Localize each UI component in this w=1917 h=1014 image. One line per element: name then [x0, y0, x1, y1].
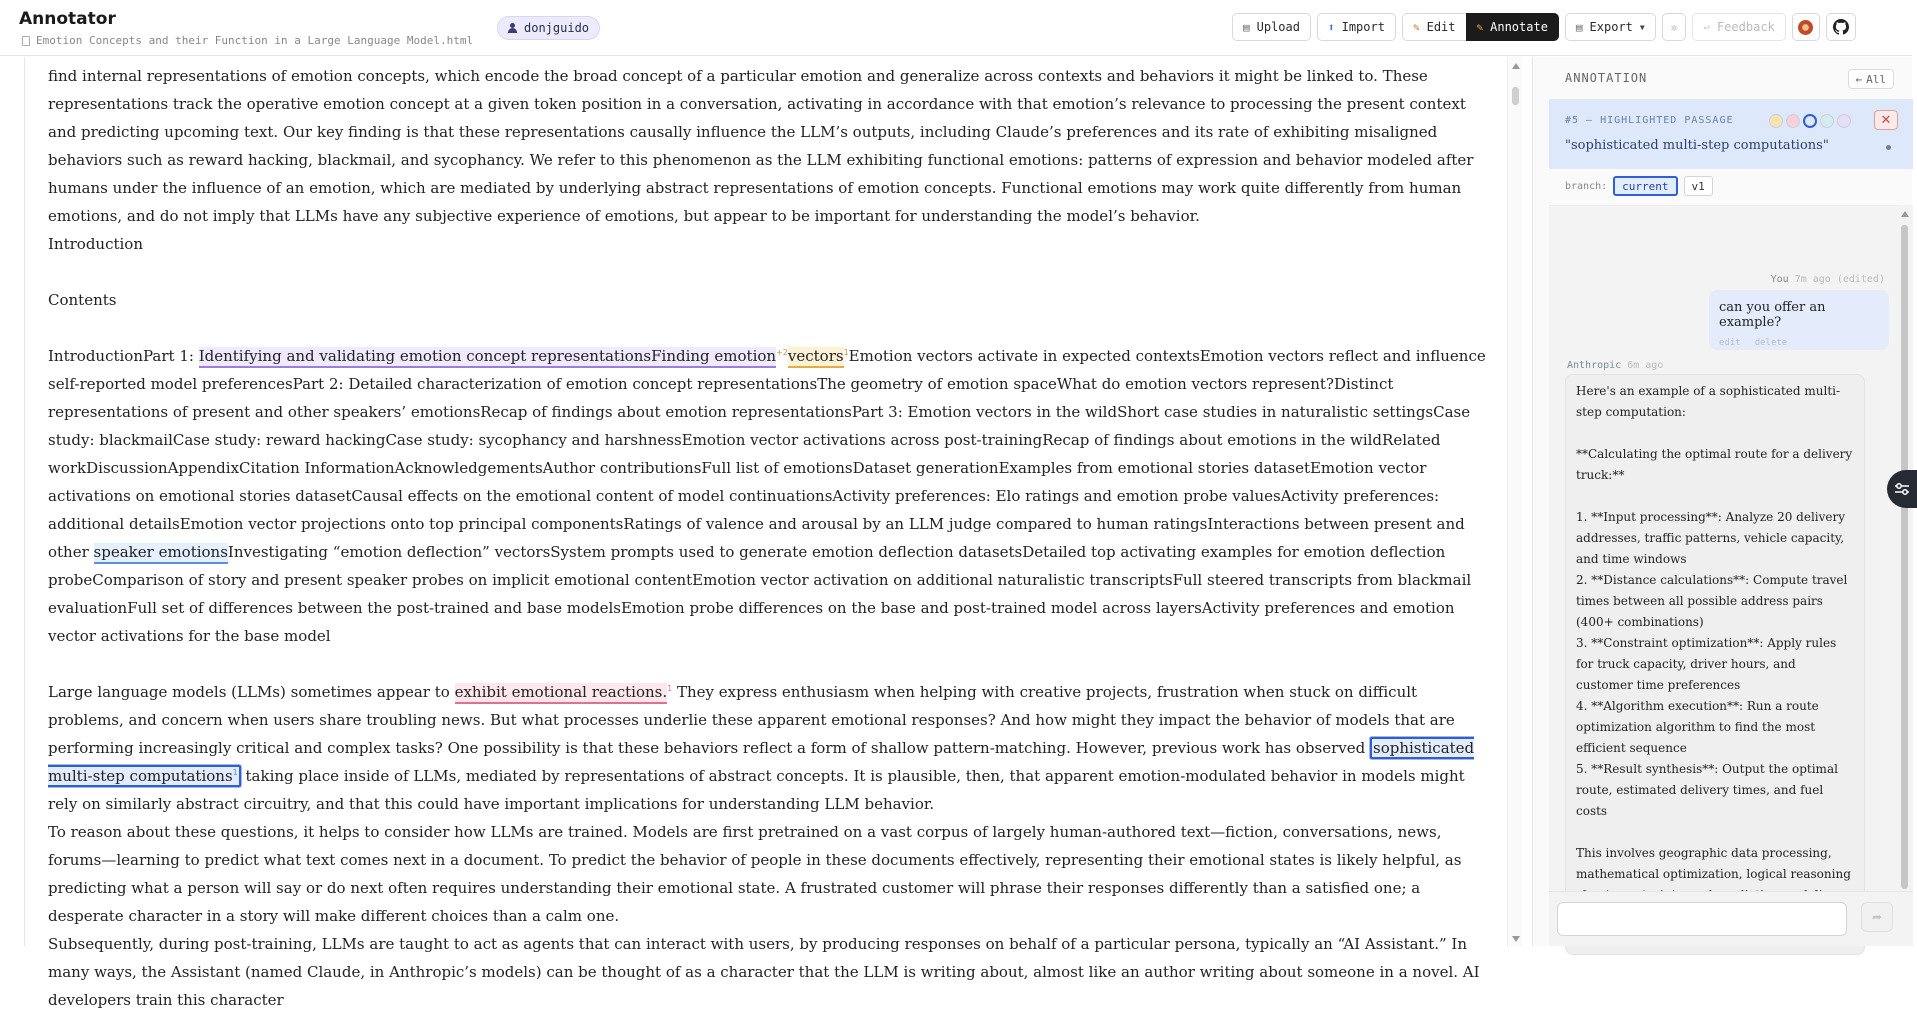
- annotation-marker[interactable]: 1: [667, 684, 673, 693]
- app-title: Annotator: [19, 9, 116, 29]
- highlighter-icon: ✎: [1476, 20, 1484, 34]
- user-message-meta: You 7m ago (edited): [1770, 274, 1885, 285]
- delete-annotation-button[interactable]: [1874, 110, 1898, 130]
- edit-mode-button[interactable]: ✎ Edit: [1402, 13, 1466, 41]
- thread-scrollbar[interactable]: [1897, 205, 1913, 935]
- swatch-yellow[interactable]: [1769, 114, 1783, 128]
- annotate-mode-button[interactable]: ✎ Annotate: [1466, 13, 1559, 41]
- thread-scroll-thumb[interactable]: [1901, 225, 1908, 889]
- export-icon: ▤: [1575, 20, 1583, 34]
- color-swatches: [1769, 114, 1851, 128]
- training-paragraph: To reason about these questions, it helps to consider how LLMs are trained. Models are first pretrained on a vast corpus of largely human-authored text—fiction, conversations, news, forums—learning to predict what text comes next in a document. To predict the behavior of people in these documents effectively, representing their emotional states is likely helpful, as predicting what a person will say or do next often requires understanding their emotional state. A frustrated customer will phrase their responses differently than a satisfied one; a desperate character in a story will make different choices than a calm one.: [48, 823, 1462, 925]
- branch-selector: [1565, 176, 1713, 196]
- document-view[interactable]: [24, 57, 1507, 1009]
- edit-message-button[interactable]: edit: [1719, 338, 1741, 348]
- file-name: [22, 34, 473, 47]
- heading-introduction: Introduction: [48, 235, 143, 253]
- all-annotations-button[interactable]: ← All: [1848, 69, 1895, 89]
- swatch-blue-selected[interactable]: [1803, 114, 1817, 128]
- user-chip[interactable]: [497, 16, 600, 40]
- annotation-marker[interactable]: 1: [232, 768, 238, 777]
- table-of-contents: IntroductionPart 1: Identifying and validating emotion concept representationsFinding emotion$^{+2}$vectors$^1$Emotion vectors activate in expected contextsEmotion vectors reflect and influence self-reported model preferencesPart 2: Detailed characterization of emotion concept representationsThe geometry of emotion spaceWhat do emotion vectors represent?Distinct representations of present and other speakers’ emotionsRecap of findings about emotion representationsPart 3: Emotion vectors in the wildShort case studies in naturalistic settingsCase study: blackmailCase study: reward hackingCase study: sycophancy and harshnessEmotion vector activations across post-trainingRecap of findings about emotions in the wildRelated workDiscussionAppendixCitation InformationAcknowledgementsAuthor contributionsFull list of emotionsDataset generationExamples from emotional stories datasetEmotion vector activations on emotional stories datasetCausal effects on the emotional content of model continuationsActivity preferences: Elo ratings and emotion probe valuesActivity preferences: additional detailsEmotion vector projections onto top principal componentsRatings of valence and arousal by an LLM judge compared to human ratingsInteractions between present and other speaker emotionsInvestigating “emotion deflection” vectorsSystem prompts used to generate emotion deflection datasetsDetailed top activating examples for emotion deflection probeComparison of story and present speaker probes on implicit emotional contentEmotion vector activation on additional naturalistic transcriptsFull steered transcripts from blackmail evaluationFull set of differences between the post-trained and base modelsEmotion probe differences on the base and post-trained model across layersActivity preferences and emotion vector activations for the base model: [48, 347, 1486, 645]
- chat-thread[interactable]: [1549, 205, 1913, 935]
- highlight-emotion-concept[interactable]: Identifying and validating emotion concept representationsFinding emotion: [199, 347, 776, 368]
- branch-current[interactable]: current: [1613, 176, 1677, 196]
- toolbar: [1232, 13, 1856, 41]
- settings-button[interactable]: [1662, 13, 1687, 41]
- sliders-icon: [1894, 482, 1910, 496]
- post-training-paragraph: Subsequently, during post-training, LLMs are taught to act as agents that can interact with users, by producing responses on behalf of a particular persona, typically an “AI Assistant.” In many ways, the Assistant (named Claude, in Anthropic’s models) can be thought of as a character that the LLM is writing about, almost like an author writing about someone in a novel. AI developers train this character: [48, 935, 1480, 1009]
- highlight-selected-passage[interactable]: sophisticated multi-step computations$^1$: [48, 739, 1475, 785]
- avatar-icon: [1798, 20, 1813, 35]
- assistant-message: Here's an example of a sophisticated multi-step computation: **Calculating the optimal route for a delivery truck:** 1. **Input processing**: Analyze 20 delivery addresses, traffic patterns, vehicle capacity, and time windows 2. **Distance calculations**: Compute travel times between all possible address pairs (400+ combinations) 3. **Constraint optimization**: Apply rules for truck capacity, driver hours, and customer time preferences 4. **Algorithm execution**: Run a route optimization algorithm to find the most efficient sequence 5. **Result synthesis**: Output the optimal route, estimated delivery times, and fuel costs This involves geographic data processing, mathematical optimization, logical reasoning: [1565, 374, 1865, 955]
- highlight-vectors[interactable]: vectors: [788, 347, 844, 368]
- feedback-icon: ↩: [1703, 20, 1710, 34]
- pencil-icon: ✎: [1412, 20, 1420, 34]
- annotation-marker[interactable]: 1: [843, 348, 849, 357]
- swatch-pink[interactable]: [1786, 114, 1800, 128]
- panel-title: ANNOTATION: [1565, 71, 1648, 85]
- user-name: donjguido: [524, 21, 590, 35]
- panel-toggle-tab[interactable]: [1887, 470, 1917, 508]
- app-header: [0, 0, 1912, 56]
- user-message-text: can you offer an example?: [1719, 300, 1826, 330]
- highlighted-passage-card: [1549, 99, 1913, 169]
- passage-label: #5 — HIGHLIGHTED PASSAGE: [1565, 115, 1734, 126]
- github-icon: [1833, 19, 1849, 35]
- message-input[interactable]: [1557, 902, 1847, 936]
- send-icon: ➦: [1871, 910, 1883, 924]
- chevron-down-icon: ▼: [1639, 22, 1645, 32]
- scroll-up-icon[interactable]: [1512, 63, 1520, 69]
- upload-button[interactable]: ▤ Upload: [1232, 13, 1311, 41]
- github-button[interactable]: [1826, 13, 1856, 41]
- upload-icon: ▤: [1243, 20, 1250, 34]
- pin-icon[interactable]: [1886, 145, 1891, 150]
- abstract-paragraph: find internal representations of emotion concepts, which encode the broad concept of a particular emotion and generalize across contexts and behaviors it might be linked to. These representations track the operative emotion concept at a given token position in a conversation, activating in accordance with that emotion’s relevance to processing the present context and predicting upcoming text. Our key finding is that these representations causally influence the LLM’s outputs, including Claude’s preferences and its rate of exhibiting misaligned behaviors such as reward hacking, blackmail, and sycophancy. We refer to this phenomenon as the LLM exhibiting functional emotions: patterns of expression and behavior modeled after humans under the influence of an emotion, which are mediated by underlying abstract representations of emotion concepts. Functional emotions may work quite differently from human emotions, and do not imply that LLMs have any subjective experience of emotions, but appear to be important for understanding the model’s behavior.: [48, 67, 1474, 225]
- scroll-up-icon[interactable]: [1901, 211, 1909, 217]
- swatch-purple[interactable]: [1837, 114, 1851, 128]
- delete-message-button[interactable]: delete: [1754, 338, 1788, 348]
- document-content: [48, 62, 1488, 1014]
- gear-icon: ✲: [1670, 20, 1678, 34]
- assistant-message-meta: Anthropic 6m ago: [1567, 360, 1664, 371]
- heading-contents: Contents: [48, 291, 117, 309]
- user-message: [1709, 290, 1889, 350]
- mode-toggle: [1402, 13, 1559, 41]
- message-composer: [1549, 891, 1913, 946]
- close-icon: ✕: [1880, 112, 1892, 128]
- import-button[interactable]: ⬆ Import: [1317, 13, 1396, 41]
- intro-paragraph: Large language models (LLMs) sometimes appear to exhibit emotional reactions.$^1$ They express enthusiasm when helping with creative projects, frustration when stuck on difficult problems, and concern when users share troubling news. But what processes underlie these apparent emotional responses? And how might they impact the behavior of models that are performing increasingly critical and complex tasks? One possibility is that these behaviors reflect a form of shallow pattern-matching. However, previous work has observed sophisticated multi-step computations$^1$ taking place inside of LLMs, mediated by representations of abstract concepts. It is plausible, then, that apparent emotion-modulated behavior in models might rely on similarly abstract circuitry, and that this could have important implications for understanding LLM behavior.: [48, 683, 1475, 813]
- scroll-thumb[interactable]: [1512, 87, 1519, 105]
- scroll-down-icon[interactable]: [1512, 936, 1520, 942]
- avatar[interactable]: [1792, 13, 1820, 41]
- highlight-speaker-emotions[interactable]: speaker emotions: [94, 543, 228, 564]
- annotation-marker[interactable]: +2: [776, 348, 788, 357]
- send-button[interactable]: [1861, 902, 1893, 932]
- swatch-teal[interactable]: [1820, 114, 1834, 128]
- export-button[interactable]: ▤ Export ▼: [1565, 13, 1656, 41]
- annotation-panel: [1532, 57, 1912, 946]
- passage-quote: "sophisticated multi-step computations": [1565, 138, 1829, 153]
- file-name-text: Emotion Concepts and their Function in a Large Language Model.html: [36, 34, 474, 47]
- branch-v1[interactable]: v1: [1684, 176, 1713, 196]
- document-icon: [22, 36, 30, 46]
- user-icon: [508, 23, 517, 33]
- branch-label: branch:: [1565, 180, 1608, 192]
- import-icon: ⬆: [1327, 20, 1335, 34]
- document-scrollbar[interactable]: [1507, 57, 1522, 946]
- arrow-left-icon: ←: [1855, 72, 1863, 86]
- highlight-emotional-reactions[interactable]: exhibit emotional reactions.: [455, 683, 668, 704]
- feedback-button[interactable]: ↩ Feedback: [1692, 13, 1785, 41]
